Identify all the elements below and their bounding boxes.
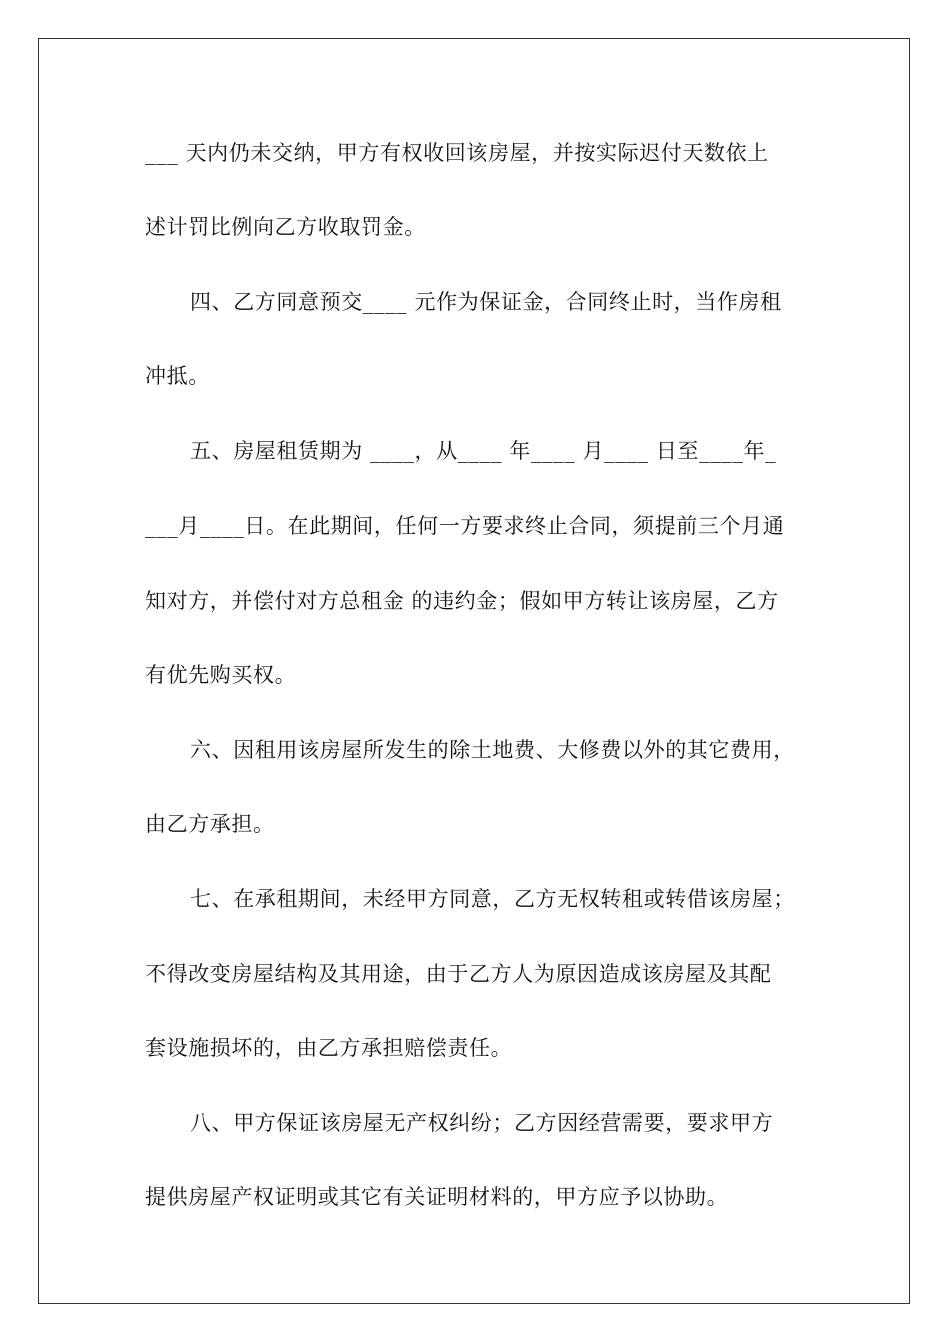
- text-line: 不得改变房屋结构及其用途，由于乙方人为原因造成该房屋及其配: [145, 962, 772, 986]
- text-line: ___月____日。在此期间，任何一方要求终止合同，须提前三个月通: [145, 514, 785, 538]
- text-line: 由乙方承担。: [145, 812, 275, 836]
- text-line: 套设施损坏的，由乙方承担赔偿责任。: [145, 1036, 513, 1060]
- text-line: 四、乙方同意预交____ 元作为保证金，合同终止时，当作房租: [190, 290, 782, 314]
- text-line: 有优先购买权。: [145, 663, 297, 687]
- text-line: 述计罚比例向乙方收取罚金。: [145, 215, 426, 239]
- text-line: 知对方，并偿付对方总租金 的违约金；假如甲方转让该房屋，乙方: [145, 589, 779, 613]
- text-line: 六、因租用该房屋所发生的除土地费、大修费以外的其它费用，: [190, 738, 795, 762]
- text-line: 五、房屋租赁期为 ____，从____ 年____ 月____ 日至____年_: [190, 439, 777, 463]
- text-line: 冲抵。: [145, 364, 210, 388]
- text-line: 提供房屋产权证明或其它有关证明材料的，甲方应予以协助。: [145, 1185, 729, 1209]
- text-line: 八、甲方保证该房屋无产权纠纷；乙方因经营需要，要求甲方: [190, 1111, 774, 1135]
- text-line: 七、在承租期间，未经甲方同意，乙方无权转租或转借该房屋；: [190, 887, 795, 911]
- text-line: ___ 天内仍未交纳，甲方有权收回该房屋，并按实际迟付天数依上: [145, 141, 769, 165]
